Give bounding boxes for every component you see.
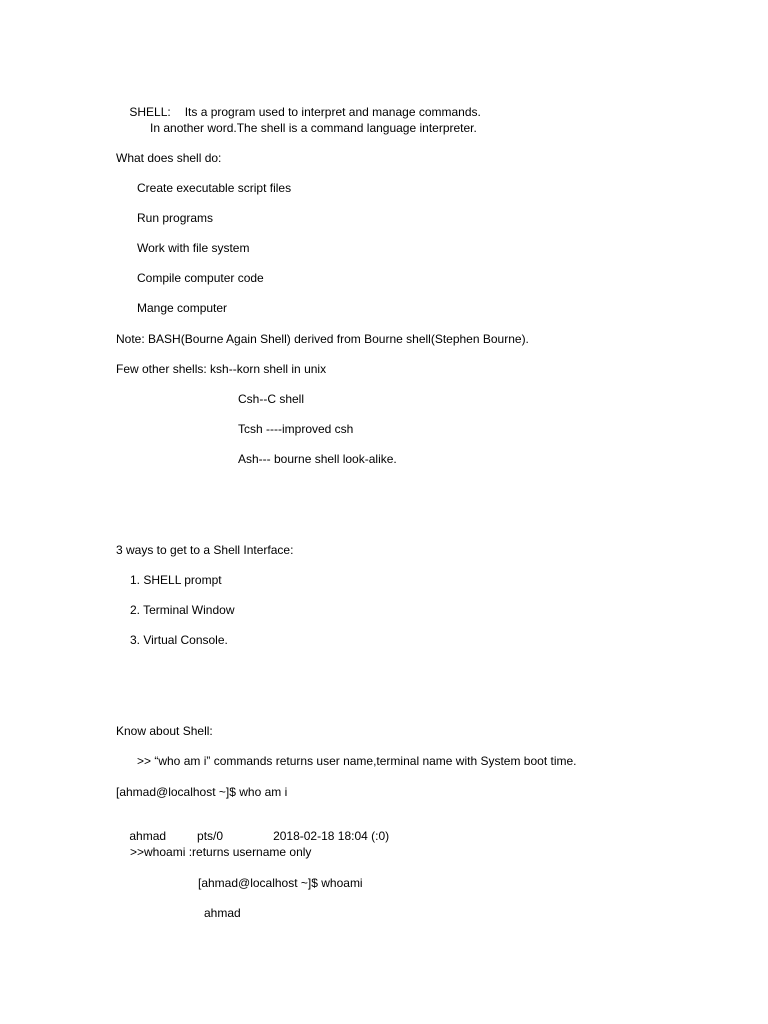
ways-item: 1. SHELL prompt	[130, 573, 222, 587]
ways-item: 2. Terminal Window	[130, 603, 235, 617]
know-heading: Know about Shell:	[116, 724, 213, 738]
list-item: Create executable script files	[137, 181, 292, 195]
ways-heading: 3 ways to get to a Shell Interface:	[116, 543, 294, 557]
list-item: Work with file system	[137, 241, 250, 255]
list-item: Mange computer	[137, 301, 228, 315]
few-other-shells-line: Few other shells: ksh--korn shell in unix	[116, 362, 327, 376]
note-line: Note: BASH(Bourne Again Shell) derived from Bourne shell(Stephen Bourne).	[116, 332, 529, 346]
command-line-whoami: [ahmad@localhost ~]$ whoami	[198, 876, 363, 890]
ways-item: 3. Virtual Console.	[130, 633, 228, 647]
command-output-username: ahmad	[204, 906, 241, 920]
command-line-who-am-i: [ahmad@localhost ~]$ who am i	[116, 785, 288, 799]
list-item: Run programs	[137, 211, 214, 225]
output-user: ahmad	[129, 829, 167, 843]
list-item: Compile computer code	[137, 271, 264, 285]
shell-term: SHELL:	[129, 105, 171, 119]
other-shell-item: Ash--- bourne shell look-alike.	[238, 452, 397, 466]
other-shell-item: Csh--C shell	[238, 392, 305, 406]
what-does-heading: What does shell do:	[116, 151, 222, 165]
whoami-description: >> “who am i” commands returns user name,terminal name with System boot time.	[137, 754, 577, 768]
whoami-only-line: >>whoami :returns username only	[130, 845, 312, 859]
output-terminal: pts/0	[197, 829, 224, 843]
other-shell-item: Tcsh ----improved csh	[238, 422, 354, 436]
output-time: 2018-02-18 18:04 (:0)	[273, 829, 390, 843]
another-word-line: In another word.The shell is a command language interpreter.	[150, 121, 477, 135]
shell-definition: Its a program used to interpret and manage commands.	[184, 105, 481, 119]
